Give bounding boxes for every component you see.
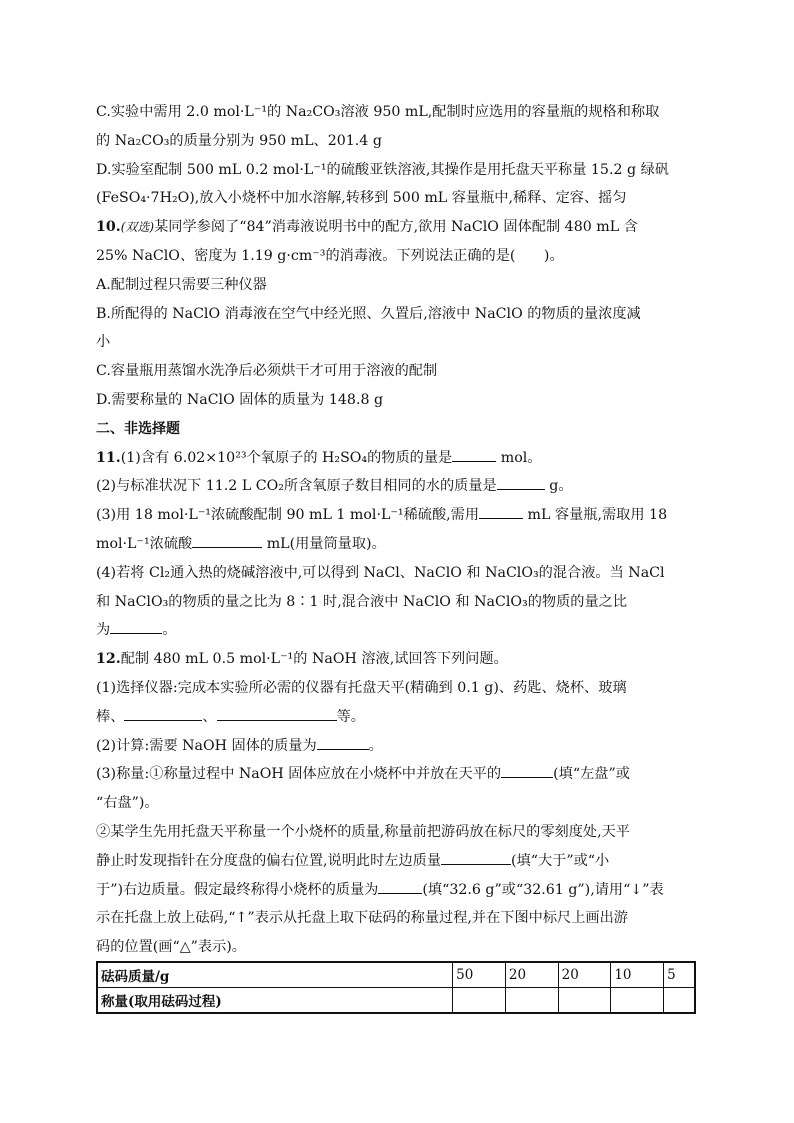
q11-part4-line1: (4)若将 Cl₂通入热的烧碱溶液中,可以得到 NaCl、NaClO 和 NaClO₃的混合液。当 NaCl — [96, 564, 665, 581]
q12-part2 — [96, 732, 700, 761]
q9-option-d-line1: D.实验室配制 500 mL 0.2 mol·L⁻¹的硫酸亚铁溶液,其操作是用托盘天平称量 15.2 g 绿矾 — [96, 161, 669, 178]
q12-blank-3[interactable] — [317, 733, 369, 750]
q11-blank-3[interactable] — [479, 502, 523, 519]
q11-p4-end: 。 — [162, 622, 177, 639]
q12-p1-text: 棒、 — [96, 708, 125, 725]
q10-number: 10. — [96, 219, 121, 236]
q9-option-d-line2: (FeSO₄·7H₂O),放入小烧杯中加水溶解,转移到 500 mL 容量瓶中,稀释、定容、摇匀 — [96, 190, 627, 207]
q10-option-d: D.需要称量的 NaClO 固体的质量为 148.8 g — [96, 391, 384, 408]
q10-option-c: C.容量瓶用蒸馏水洗净后必须烘干才可用于溶液的配制 — [96, 363, 438, 380]
q9-option-c-line2: 的 Na₂CO₃的质量分别为 950 mL、201.4 g — [96, 132, 382, 149]
q10-option-b-line2: 小 — [96, 334, 111, 351]
q12-part3-line1 — [96, 760, 700, 789]
q11-part2 — [96, 472, 700, 501]
weights-table — [96, 961, 696, 1014]
q11-p2-unit: g。 — [544, 478, 573, 495]
q11-blank-4[interactable] — [192, 531, 262, 548]
q10-option-a: A.配制过程只需要三种仪器 — [96, 276, 267, 293]
q12-part4-line3 — [96, 876, 700, 905]
section-heading: 二、非选择题 — [96, 420, 180, 437]
q11-p1-unit: mol。 — [496, 449, 542, 466]
q11-part4-line2: 和 NaClO₃的物质的量之比为 8∶1 时,混合液中 NaClO 和 NaClO₃的物质的量之比 — [96, 593, 628, 610]
q11-p3-text2: mL 容量瓶,需取用 18 — [523, 507, 668, 524]
q9-option-c-line1: C.实验中需用 2.0 mol·L⁻¹的 Na₂CO₃溶液 950 mL,配制时应选用的容量瓶的规格和称取 — [96, 104, 660, 120]
q12-p1-sep: 、 — [202, 708, 217, 725]
q12-p4-text: 静止时发现指针在分度盘的偏右位置,说明此时左边质量 — [96, 852, 442, 869]
table-header-label: 砝码质量/g — [97, 962, 453, 988]
q11-blank-1[interactable] — [452, 445, 496, 462]
q10-option-b-line1: B.所配得的 NaClO 消毒液在空气中经光照、久置后,溶液中 NaClO 的物质的量浓度减 — [96, 305, 641, 322]
q11-part3-line1 — [96, 501, 700, 530]
q11-p4-text: 为 — [96, 622, 111, 639]
answer-cell[interactable] — [453, 988, 506, 1014]
q12-part4-line1: ②某学生先用托盘天平称量一个小烧杯的质量,称量前把游码放在标尺的零刻度处,天平 — [96, 823, 630, 840]
weight-cell: 20 — [505, 962, 558, 988]
q12-part4-line2 — [96, 847, 700, 876]
q12-p3-text: (3)称量:①称量过程中 NaOH 固体应放在小烧杯中并放在天平的 — [96, 766, 502, 783]
q11-blank-5[interactable] — [110, 617, 162, 634]
weight-cell: 50 — [453, 962, 506, 988]
q11-p2-text: (2)与标准状况下 11.2 L CO₂所含氧原子数目相同的水的质量是 — [96, 478, 497, 495]
q11-p3-text4: mL(用量筒量取)。 — [262, 535, 386, 552]
q11-number: 11. — [96, 449, 121, 466]
q12-p4-text2: 于”)右边质量。假定最终称得小烧杯的质量为 — [96, 881, 379, 898]
weight-cell: 10 — [611, 962, 664, 988]
q12-blank-5[interactable] — [441, 848, 511, 865]
q12-blank-6[interactable] — [378, 877, 422, 894]
q12-p2-end: 。 — [368, 737, 383, 754]
q11-part3-line2 — [96, 530, 700, 559]
q12-part4-line5: 码的位置(画“△”表示)。 — [96, 939, 246, 956]
q12-blank-1[interactable] — [124, 704, 202, 721]
table-row — [97, 988, 695, 1014]
q12-p3-hint: (填“左盘”或 — [553, 766, 630, 783]
weight-cell: 20 — [558, 962, 611, 988]
table-row — [97, 962, 695, 988]
answer-cell[interactable] — [611, 988, 664, 1014]
q12-p2-text: (2)计算:需要 NaOH 固体的质量为 — [96, 737, 317, 754]
q11-p3-text: (3)用 18 mol·L⁻¹浓硫酸配制 90 mL 1 mol·L⁻¹稀硫酸,需用 — [96, 507, 480, 524]
q12-p1-end: 等。 — [336, 708, 365, 725]
q11-blank-2[interactable] — [497, 473, 545, 490]
q12-stem — [96, 645, 700, 674]
q10-tag: (双选) — [120, 220, 155, 235]
q12-part1-line2 — [96, 703, 700, 732]
q11-p1-text: (1)含有 6.02×10²³个氧原子的 H₂SO₄的物质的量是 — [120, 449, 453, 466]
answer-cell[interactable] — [664, 988, 695, 1014]
q10-stem-line2: 25% NaClO、密度为 1.19 g·cm⁻³的消毒液。下列说法正确的是( )。 — [96, 247, 564, 264]
q12-stem-text: 配制 480 mL 0.5 mol·L⁻¹的 NaOH 溶液,试回答下列问题。 — [120, 651, 508, 668]
q12-p4-hint2: (填“32.6 g”或“32.61 g”),请用“↓”表 — [422, 881, 664, 898]
q11-p3-text3: mol·L⁻¹浓硫酸 — [96, 535, 193, 552]
answer-cell[interactable] — [505, 988, 558, 1014]
q12-part3-line2: “右盘”)。 — [96, 795, 159, 812]
q12-p4-hint: (填“大于”或“小 — [511, 852, 610, 869]
q11-part1 — [96, 444, 700, 473]
q12-blank-2[interactable] — [217, 704, 337, 721]
answer-cell[interactable] — [558, 988, 611, 1014]
table-row-label: 称量(取用砝码过程) — [97, 988, 453, 1014]
weight-cell: 5 — [664, 962, 695, 988]
q12-blank-4[interactable] — [501, 761, 553, 778]
q10-stem-line1 — [96, 213, 700, 242]
q10-stem1: 某同学参阅了“84”消毒液说明书中的配方,欲用 NaClO 固体配制 480 mL 含 — [154, 219, 638, 236]
q12-part1-line1: (1)选择仪器:完成本实验所必需的仪器有托盘天平(精确到 0.1 g)、药匙、烧杯、玻璃 — [96, 679, 627, 696]
q12-number: 12. — [96, 651, 121, 668]
q11-part4-line3 — [96, 616, 700, 645]
q12-part4-line4: 示在托盘上放上砝码,“↑”表示从托盘上取下砝码的称量过程,并在下图中标尺上画出游 — [96, 910, 628, 927]
document-page — [96, 98, 700, 962]
